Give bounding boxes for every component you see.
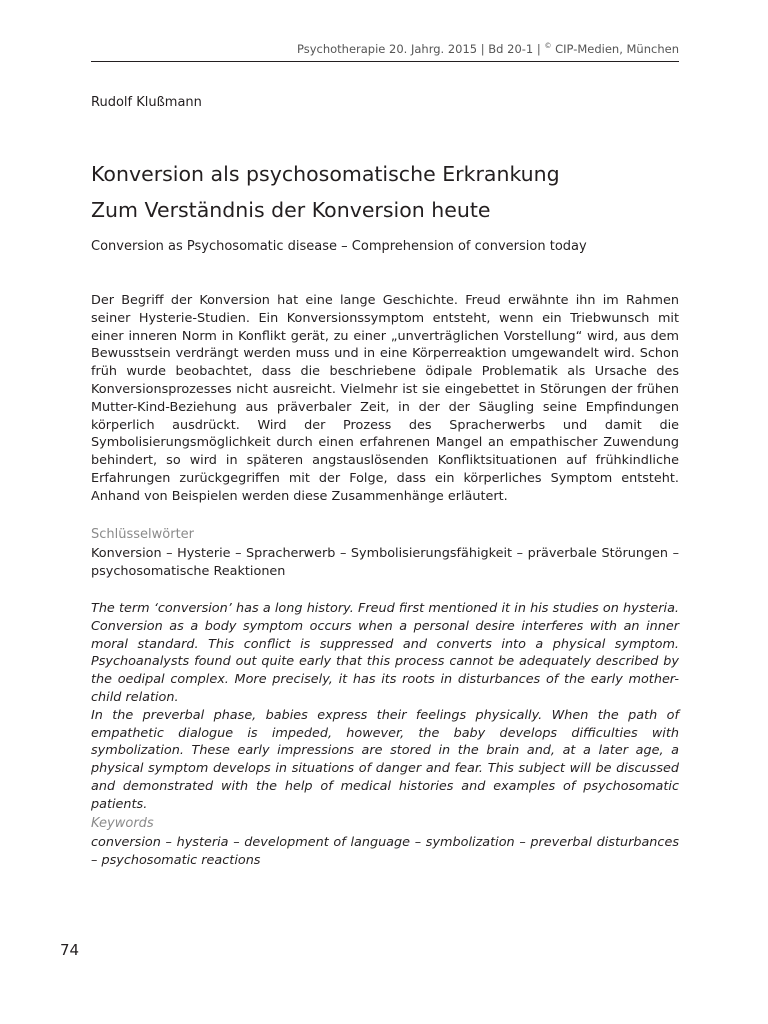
keywords-german-label: Schlüsselwörter: [91, 527, 195, 542]
publisher: CIP-Medien, München: [551, 42, 679, 56]
keywords-english: [91, 834, 679, 870]
keywords-english-text: conversion – hysteria – development of language – symbolization – preverbal disturbances – psychosomatic reactions: [91, 835, 679, 868]
title-line-2: Zum Verständnis der Konversion heute: [91, 198, 491, 222]
author-name: Rudolf Klußmann: [91, 95, 202, 110]
abstract-german: [91, 292, 679, 506]
abstract-english-paragraph-2: In the preverbal phase, babies express their feelings physically. When the path of empathetic dialogue is impeded, however, the baby develops difficulties with symbolization. These early impressions are stored in the brain and, at a later age, a physical symptom develops in situations of danger and fear. This subject will be discussed and demonstrated with the help of medical histories and examples of psychosomatic patients.: [91, 707, 679, 812]
abstract-english: [91, 600, 679, 814]
page-number: 74: [60, 941, 80, 959]
title-line-1: Konversion als psychosomatische Erkrankung: [91, 162, 560, 186]
abstract-german-text: Der Begriff der Konversion hat eine lange Geschichte. Freud erwähnte ihn im Rahmen seiner Hysterie-Studien. Ein Konversionssymptom entsteht, wenn ein Triebwunsch mit einer inneren Norm in Konflikt gerät, zu einer „unverträglichen Vorstellung“ wird, aus dem Bewusstsein verdrängt werden muss und in eine Körperreaktion umgewandelt wird. Schon früh wurde beobachtet, dass die beschriebene ödipale Problematik als Ursache des Konversionsprozesses nicht ausreicht. Vielmehr ist sie eingebettet in Störungen der frühen Mutter-Kind-Beziehung aus präverbaler Zeit, in der der Säugling seine Empfindungen körperlich ausdrückt. Wird der Prozess des Spracherwerbs und damit die Symbolisierungsmöglichkeit durch einen erfahrenen Mangel an empathischer Zuwendung behindert, so wird in späteren angstauslösenden Konfliktsituationen auf frühkindliche Erfahrungen zurückgegriffen mit der Folge, dass ein körperliches Symptom entsteht. Anhand von Beispielen werden diese Zusammenhänge erläutert.: [91, 293, 679, 504]
journal-info: Psychotherapie 20. Jahrg. 2015 | Bd 20-1 |: [296, 42, 545, 56]
copyright-symbol: ©: [544, 42, 552, 51]
header-rule: [91, 61, 679, 62]
keywords-german: [91, 545, 679, 581]
article-title: [91, 156, 560, 228]
running-header: [91, 42, 679, 56]
keywords-english-label: Keywords: [91, 816, 154, 831]
english-title: Conversion as Psychosomatic disease – Comprehension of conversion today: [91, 239, 587, 254]
keywords-german-text: Konversion – Hysterie – Spracherwerb – Symbolisierungsfähigkeit – präverbale Störungen – psychosomatische Reaktionen: [91, 546, 679, 579]
abstract-english-paragraph-1: The term ‘conversion’ has a long history. Freud first mentioned it in his studies on hysteria. Conversion as a body symptom occurs when a personal desire interferes with an inner moral standard. This conflict is suppressed and converts into a physical symptom. Psychoanalysts found out quite early that this process cannot be adequately described by the oedipal complex. More precisely, it has its roots in disturbances of the early mother-child relation.: [91, 601, 679, 705]
